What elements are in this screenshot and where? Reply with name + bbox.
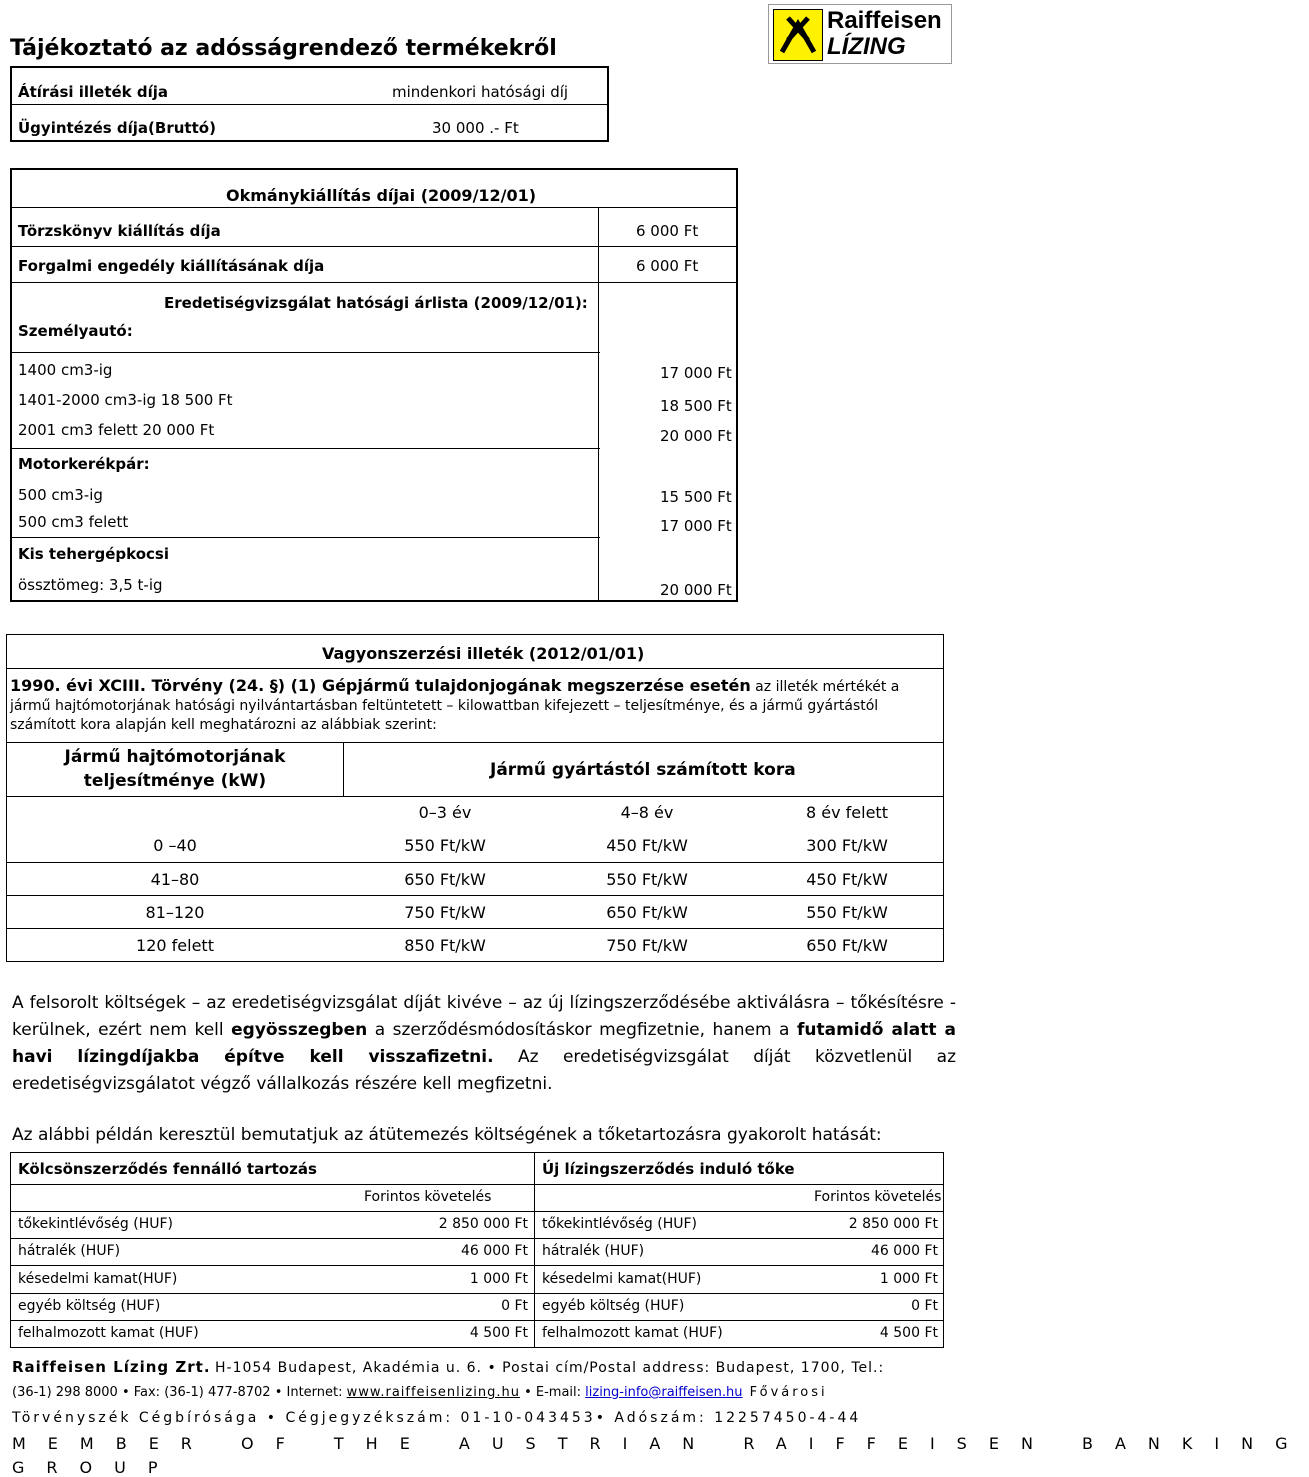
raiffeisen-gable-icon — [773, 9, 823, 61]
footer-address: H-1054 Budapest, Akadémia u. 6. • Postai cím/Postal address: Budapest, 1700, Tel.: — [215, 1360, 885, 1376]
tax-col1-line1: Jármű hajtómotorjának — [64, 747, 286, 767]
page-title: Tájékoztató az adósságrendező termékekről — [10, 36, 557, 61]
exam-title: Eredetiségvizsgálat hatósági árlista (2009/12/01): — [164, 294, 588, 312]
example-value: 2 850 000 Ft — [848, 1216, 938, 1232]
para-text: a szerződésmódosításkor megfizetnie, hanem a — [367, 1020, 797, 1040]
tax-age: 8 év felett — [806, 803, 888, 822]
doc-label: Forgalmi engedély kiállításának díja — [18, 257, 325, 275]
example-label: tőkekintlévőség (HUF) — [18, 1216, 173, 1232]
example-label: felhalmozott kamat (HUF) — [18, 1325, 199, 1341]
tax-rate: 450 Ft/kW — [606, 836, 688, 855]
example-sub: Forintos követelés — [364, 1189, 492, 1205]
car-row-label: 2001 cm3 felett 20 000 Ft — [18, 421, 215, 439]
para-bold: futamidő alatt a havi lízingdíjakba építve kell visszafizetni. — [12, 1020, 956, 1067]
car-row-label: 1400 cm3-ig — [18, 361, 113, 379]
tax-rate: 750 Ft/kW — [404, 903, 486, 922]
example-label: tőkekintlévőség (HUF) — [542, 1216, 697, 1232]
moto-label: Motorkerékpár: — [18, 455, 150, 473]
footer-court: Fővárosi — [742, 1385, 828, 1400]
tax-kw: 81–120 — [145, 903, 205, 922]
tax-age: 0–3 év — [418, 803, 472, 822]
truck-label: Kis tehergépkocsi — [18, 545, 169, 563]
car-row-value: 18 500 Ft — [660, 397, 732, 415]
footer-line1 — [12, 1358, 884, 1376]
footer-email-label: • E-mail: — [519, 1385, 586, 1400]
example-label: késedelmi kamat(HUF) — [18, 1271, 178, 1287]
cost-paragraph — [12, 990, 956, 1098]
footer-line4: MEMBER OF THE AUSTRIAN RAIFFEISEN BANKING — [12, 1434, 1309, 1453]
example-value: 4 500 Ft — [469, 1325, 528, 1341]
tax-kw: 0 –40 — [153, 836, 197, 855]
logo-line2: LÍZING — [827, 33, 906, 60]
tax-law-bold: 1990. évi XCIII. Törvény (24. §) (1) Gépjármű tulajdonjogának megszerzése esetén — [10, 676, 751, 695]
car-row-value: 17 000 Ft — [660, 364, 732, 382]
tax-law-text — [10, 676, 940, 735]
para-text: Az eredetiségvizsgálat díját közvetlenül az eredetiségvizsgálatot végző vállalkozás részére kell megfizetni. — [12, 1047, 956, 1094]
example-label: felhalmozott kamat (HUF) — [542, 1325, 723, 1341]
example-label: késedelmi kamat(HUF) — [542, 1271, 702, 1287]
example-left-title: Kölcsönszerződés fennálló tartozás — [18, 1160, 317, 1178]
tax-col1-line2: teljesítménye (kW) — [83, 771, 267, 791]
moto-row-label: 500 cm3 felett — [18, 513, 129, 531]
footer-company: Raiffeisen Lízing Zrt. — [12, 1358, 211, 1376]
tax-rate: 650 Ft/kW — [806, 936, 888, 955]
example-sub: Forintos követelés — [814, 1189, 942, 1205]
tax-col2: Jármű gyártástól számított kora — [490, 760, 796, 780]
example-right-title: Új lízingszerződés induló tőke — [542, 1160, 795, 1178]
moto-row-value: 15 500 Ft — [660, 488, 732, 506]
example-value: 2 850 000 Ft — [438, 1216, 528, 1232]
example-label: hátralék (HUF) — [542, 1243, 645, 1259]
footer-line3: Törvényszék Cégbírósága • Cégjegyzékszám: 01-10-043453• Adószám: 12257450-4-44 — [12, 1410, 862, 1426]
tax-rate: 750 Ft/kW — [606, 936, 688, 955]
tax-age: 4–8 év — [620, 803, 674, 822]
example-label: hátralék (HUF) — [18, 1243, 121, 1259]
example-value: 1 000 Ft — [879, 1271, 938, 1287]
car-row-value: 20 000 Ft — [660, 427, 732, 445]
moto-row-value: 17 000 Ft — [660, 517, 732, 535]
car-row-label: 1401-2000 cm3-ig 18 500 Ft — [18, 391, 233, 409]
truck-row-label: össztömeg: 3,5 t-ig — [18, 576, 163, 594]
doc-value: 6 000 Ft — [636, 257, 699, 275]
footer-line5: GROUP — [12, 1458, 180, 1477]
tax-kw: 41–80 — [150, 870, 200, 889]
tax-title: Vagyonszerzési illeték (2012/01/01) — [322, 644, 645, 663]
truck-row-value: 20 000 Ft — [660, 581, 732, 599]
tax-rate: 850 Ft/kW — [404, 936, 486, 955]
tax-rate: 650 Ft/kW — [404, 870, 486, 889]
footer-website-link[interactable]: www.raiffeisenlizing.hu — [346, 1385, 520, 1400]
example-value: 0 Ft — [911, 1298, 938, 1314]
example-value: 0 Ft — [501, 1298, 528, 1314]
doc-value: 6 000 Ft — [636, 222, 699, 240]
tax-kw: 120 felett — [136, 936, 214, 955]
fee-value: mindenkori hatósági díj — [392, 83, 569, 101]
tax-rate: 550 Ft/kW — [606, 870, 688, 889]
example-value: 1 000 Ft — [469, 1271, 528, 1287]
tax-rate: 550 Ft/kW — [404, 836, 486, 855]
footer-line2 — [12, 1385, 828, 1400]
footer-email-link[interactable]: lizing-info@raiffeisen.hu — [585, 1385, 743, 1400]
para-text: A felsorolt költségek – az eredetiségvizsgálat díját kivéve – az új lízingszerződésébe aktiválásra – tőkésítésre - kerülnek, ezért nem kell — [12, 993, 956, 1040]
example-value: 4 500 Ft — [879, 1325, 938, 1341]
tax-rate: 300 Ft/kW — [806, 836, 888, 855]
fee-label: Ügyintézés díja(Bruttó) — [18, 119, 216, 137]
example-label: egyéb költség (HUF) — [18, 1298, 161, 1314]
docs-title: Okmánykiállítás díjai (2009/12/01) — [226, 186, 537, 205]
tax-rate: 650 Ft/kW — [606, 903, 688, 922]
example-value: 46 000 Ft — [871, 1243, 938, 1259]
example-intro: Az alábbi példán keresztül bemutatjuk az átütemezés költségének a tőketartozásra gyakorolt hatását: — [12, 1125, 882, 1145]
doc-label: Törzskönyv kiállítás díja — [18, 222, 221, 240]
tax-rate: 450 Ft/kW — [806, 870, 888, 889]
logo-line1: Raiffeisen — [827, 7, 942, 34]
tax-rate: 550 Ft/kW — [806, 903, 888, 922]
raiffeisen-logo — [768, 4, 952, 64]
example-value: 46 000 Ft — [461, 1243, 528, 1259]
tax-law-body: az illeték mértékét a jármű hajtómotorjának hatósági nyilvántartásban feltüntetett – kilowattban kifejezett – teljesítménye, és a jármű gyártástól számított kora alapján kell meghatározni az alábbiak szerint: — [10, 679, 900, 733]
footer-phone: (36-1) 298 8000 • Fax: (36-1) 477-8702 • Internet: — [12, 1385, 347, 1400]
car-label: Személyautó: — [18, 322, 133, 340]
example-label: egyéb költség (HUF) — [542, 1298, 685, 1314]
fee-label: Átírási illeték díja — [18, 83, 169, 101]
fee-value: 30 000 .- Ft — [432, 119, 519, 137]
moto-row-label: 500 cm3-ig — [18, 486, 103, 504]
para-bold: egyösszegben — [231, 1020, 368, 1040]
